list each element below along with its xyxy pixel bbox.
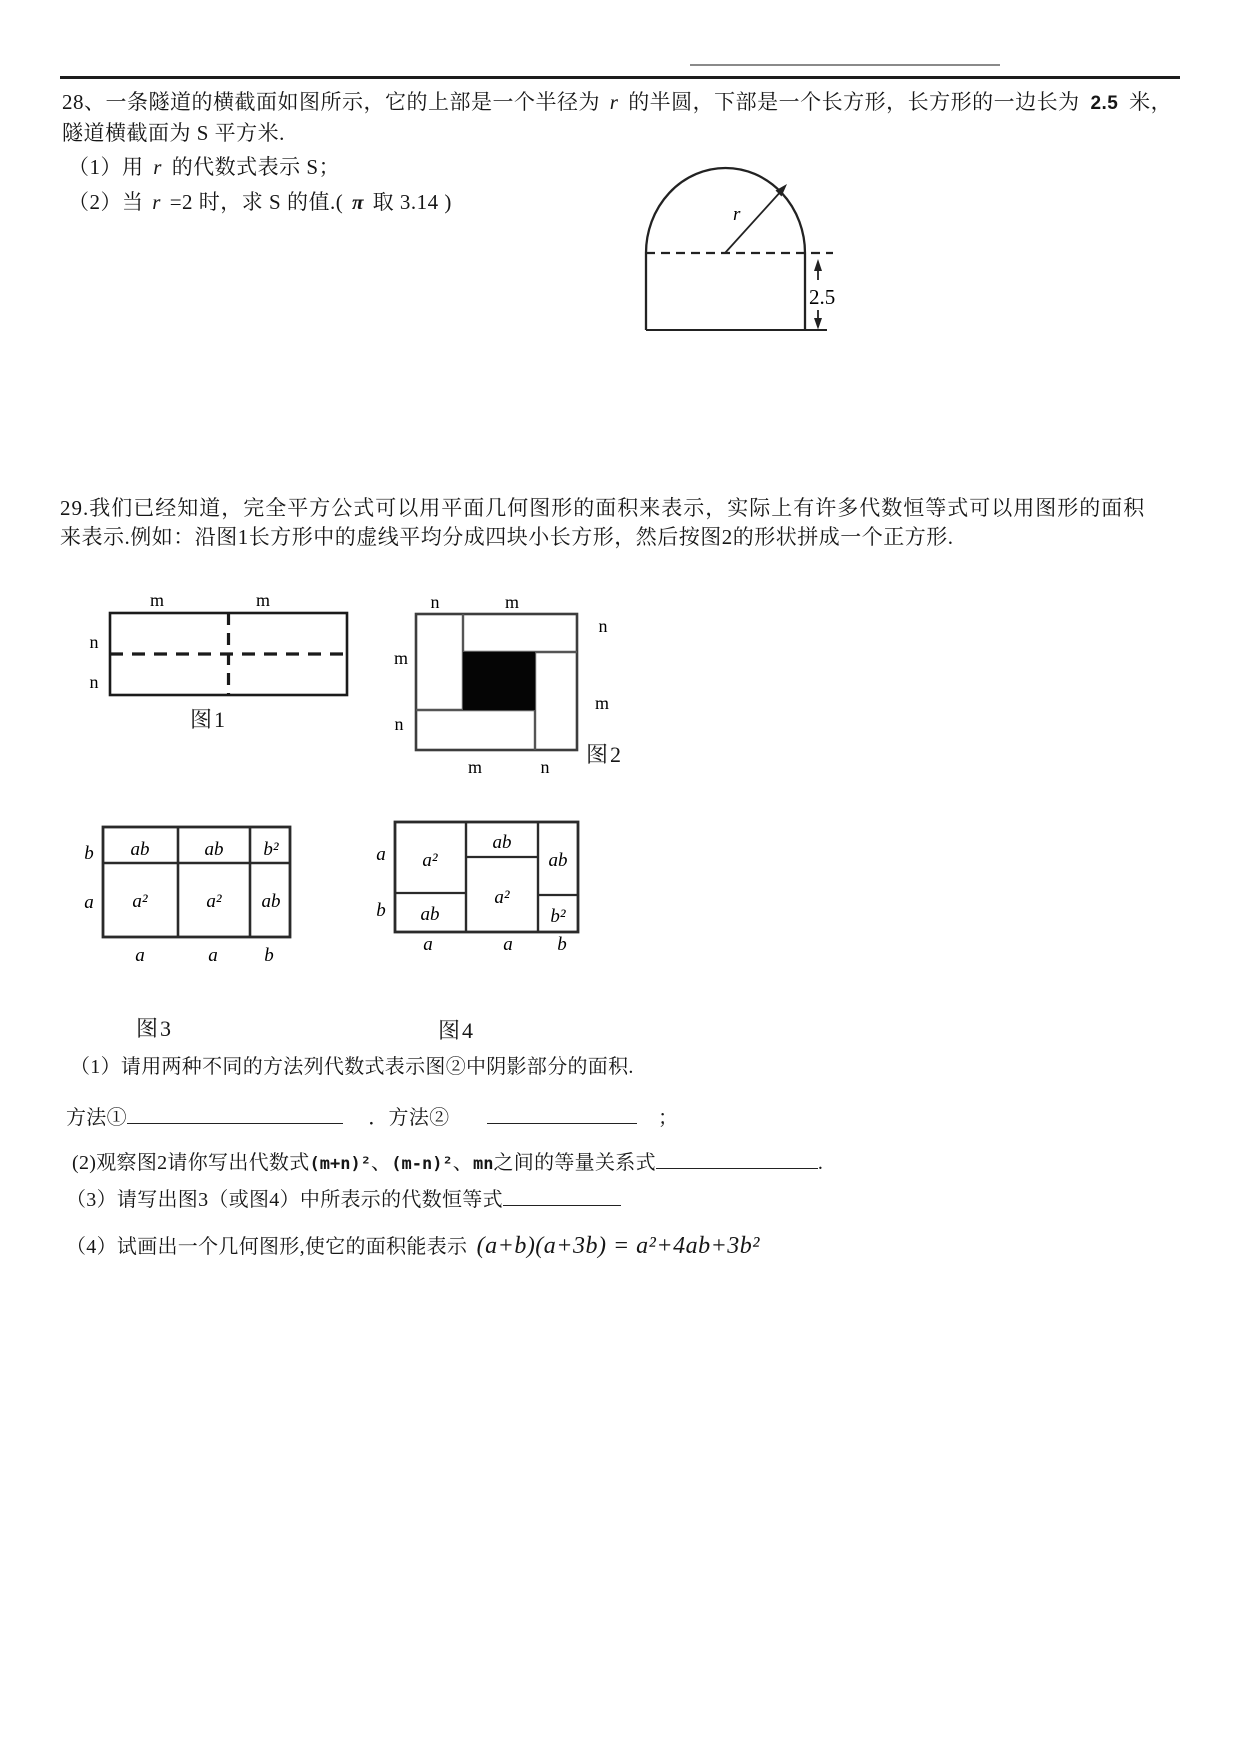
fig4-cell-a2-mid: a² [494, 887, 510, 908]
fig1-caption: 图1 [190, 707, 228, 732]
sub2-math1: (m+n)² [309, 1154, 371, 1174]
fig3-left-b: b [84, 843, 94, 864]
fig4-left-b: b [376, 900, 386, 921]
sub3-blank [503, 1189, 621, 1206]
q29-methods-line [66, 1101, 678, 1130]
fig1-label-m1: m [149, 590, 165, 610]
fig4-bottom-b: b [557, 934, 567, 955]
fig2-label-right-m: m [594, 693, 610, 713]
q28-line1-var-r: r [609, 90, 619, 114]
fig2-label-top-n: n [430, 592, 440, 612]
fig3-bottom-a1: a [135, 945, 145, 966]
method1-blank [127, 1107, 343, 1124]
fig3-left-a: a [84, 892, 94, 913]
fig1-label-n2: n [89, 672, 99, 692]
q28-item2-a: （2）当 [68, 190, 144, 214]
q28-item1-r: r [153, 155, 162, 179]
dimension-arrow-up [814, 259, 822, 271]
fig2-shaded-square [463, 652, 535, 710]
fig2-label-top-m: m [504, 592, 520, 612]
sub2-sep1: 、 [370, 1152, 392, 1174]
q28-item2-c: 取 3.14 ) [372, 190, 452, 214]
q28-line1 [62, 86, 1172, 116]
method2-blank [487, 1107, 637, 1124]
sub2-period: . [817, 1152, 824, 1174]
dimension-label: 2.5 [809, 285, 836, 309]
q29-sub4 [66, 1230, 760, 1260]
method2-label: ．方法② [368, 1107, 450, 1129]
q29-sub3 [66, 1183, 621, 1212]
q28-line1-text-c: 米， [1129, 90, 1173, 114]
sub2-sep2: 、 [452, 1152, 473, 1174]
fig3-cell-r1c2: ab [204, 839, 224, 860]
fig4-bottom-a2: a [503, 934, 513, 955]
figure-4 [368, 808, 608, 963]
fig2-label-left-n: n [394, 714, 404, 734]
sub4-formula: (a+b)(a+3b) = a²+4ab+3b² [476, 1233, 760, 1259]
fig2-label-bottom-n: n [540, 757, 550, 777]
q28-line1-text-b: 的半圆，下部是一个长方形，长方形的一边长为 [628, 90, 1080, 114]
fig4-cell-ab-mid: ab [492, 832, 512, 853]
fig3-cell-r2c3: ab [261, 891, 281, 912]
q28-item2-pi: π [351, 190, 364, 214]
sub2-blank [656, 1152, 818, 1169]
q28-line1-text-a: 28、一条隧道的横截面如图所示，它的上部是一个半径为 [62, 90, 600, 114]
sub2-math3: mn [473, 1154, 494, 1174]
q28-item2 [68, 186, 452, 216]
q28-line1-num: 2.5 [1090, 93, 1119, 114]
dimension-arrow-down [814, 318, 822, 330]
fig3-cell-r1c3: b² [263, 839, 279, 860]
fig1-label-n1: n [89, 632, 99, 652]
sub2-text-a: (2)观察图2请你写出代数式 [72, 1152, 310, 1174]
fig4-cell-ab-left: ab [420, 904, 440, 925]
q29-intro-line2: 来表示.例如：沿图1长方形中的虚线平均分成四块小长方形，然后按图2的形状拼成一个正方形. [60, 525, 954, 549]
fig3-bottom-a2: a [208, 945, 218, 966]
fig2-caption: 图2 [586, 742, 624, 767]
fig4-caption: 图4 [438, 1018, 476, 1043]
fig3-cell-r2c2: a² [206, 891, 222, 912]
fig4-cell-b2-right: b² [550, 906, 566, 927]
fig3-cell-r2c1: a² [132, 891, 148, 912]
q29-intro-line1: 29.我们已经知道，完全平方公式可以用平面几何图形的面积来表示，实际上有许多代数恒等式可以用图形的面积 [60, 496, 1146, 520]
top-rule [60, 76, 1180, 79]
sub2-math2: (m-n)² [391, 1154, 453, 1174]
fig2-label-left-m: m [393, 648, 409, 668]
figure-3 [75, 815, 310, 970]
q28-item1-a: （1）用 [68, 155, 144, 179]
methods-semicolon: ； [658, 1107, 679, 1129]
fig3-bottom-b: b [264, 945, 274, 966]
fig4-cell-ab-right: ab [548, 850, 568, 871]
fig4-cell-a2-left: a² [422, 850, 438, 871]
tunnel-figure [630, 140, 865, 345]
fig4-left-a: a [376, 844, 386, 865]
fig2-label-right-n: n [598, 616, 608, 636]
method1-label: 方法① [66, 1107, 127, 1129]
q28-item1-b: 的代数式表示 S； [171, 155, 341, 179]
fig3-caption: 图3 [136, 1016, 174, 1041]
q29-sub1: （1）请用两种不同的方法列代数式表示图②中阴影部分的面积. [70, 1056, 634, 1078]
sub3-text: （3）请写出图3（或图4）中所表示的代数恒等式 [66, 1189, 503, 1211]
sub4-text: （4）试画出一个几何图形,使它的面积能表示 [66, 1236, 468, 1258]
q28-item1 [68, 151, 340, 181]
fig3-cell-r1c1: ab [130, 839, 150, 860]
top-rule-fragment [690, 64, 1000, 66]
q28-item2-b: =2 时，求 S 的值.( [169, 190, 344, 214]
fig2-label-bottom-m: m [467, 757, 483, 777]
sub2-text-d: 之间的等量关系式 [493, 1152, 656, 1174]
fig4-bottom-a1: a [423, 934, 433, 955]
q28-line2: 隧道横截面为 S 平方米. [62, 121, 285, 145]
q29-sub2 [72, 1146, 823, 1175]
radius-label: r [733, 204, 741, 225]
fig1-label-m2: m [255, 590, 271, 610]
q28-item2-r: r [152, 190, 161, 214]
